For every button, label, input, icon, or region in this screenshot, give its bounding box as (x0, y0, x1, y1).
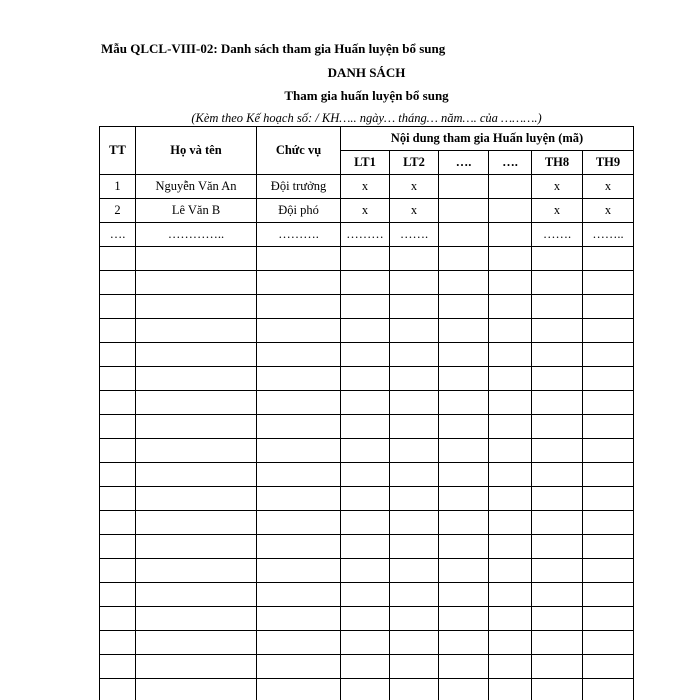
header-code-ellipsis-1: …. (439, 151, 489, 175)
table-cell: ………. (257, 223, 341, 247)
table-cell (390, 655, 439, 679)
table-cell (341, 631, 390, 655)
table-row-blank (100, 391, 634, 415)
table-row-blank (100, 559, 634, 583)
table-cell (489, 655, 532, 679)
table-cell (390, 367, 439, 391)
table-cell (390, 295, 439, 319)
table-row (100, 199, 634, 223)
table-cell (489, 343, 532, 367)
table-cell (390, 583, 439, 607)
table-cell (341, 295, 390, 319)
table-cell (439, 343, 489, 367)
table-cell (100, 319, 136, 343)
table-cell (583, 343, 634, 367)
table-cell (489, 535, 532, 559)
table-cell (257, 247, 341, 271)
table-cell (532, 607, 583, 631)
table-cell (100, 511, 136, 535)
table-cell (341, 271, 390, 295)
table-cell (341, 559, 390, 583)
table-cell (390, 415, 439, 439)
table-cell (257, 487, 341, 511)
table-cell (439, 463, 489, 487)
table-cell (489, 391, 532, 415)
table-cell (439, 391, 489, 415)
table-cell (257, 559, 341, 583)
table-cell (257, 679, 341, 700)
table-cell (390, 607, 439, 631)
table-cell (341, 319, 390, 343)
table-cell (532, 319, 583, 343)
table-cell: ……… (341, 223, 390, 247)
table-cell (532, 511, 583, 535)
table-cell (257, 655, 341, 679)
table-cell (439, 295, 489, 319)
table-cell (532, 343, 583, 367)
table-cell (532, 463, 583, 487)
table-cell (390, 463, 439, 487)
header-code-lt2: LT2 (390, 151, 439, 175)
table-cell (583, 295, 634, 319)
table-cell: Đội trưởng (257, 175, 341, 199)
table-cell (257, 343, 341, 367)
table-cell (390, 439, 439, 463)
table-cell (136, 391, 257, 415)
table-row-blank (100, 607, 634, 631)
table-cell (136, 655, 257, 679)
header-content-group: Nội dung tham gia Huấn luyện (mã) (341, 127, 634, 151)
table-cell: …. (100, 223, 136, 247)
table-cell (583, 679, 634, 700)
table-cell (100, 439, 136, 463)
table-cell (257, 535, 341, 559)
table-row-blank (100, 463, 634, 487)
table-cell: Nguyễn Văn An (136, 175, 257, 199)
table-cell (136, 535, 257, 559)
table-cell (583, 487, 634, 511)
table-cell (341, 583, 390, 607)
table-cell (583, 655, 634, 679)
table-row-blank (100, 319, 634, 343)
table-cell (100, 607, 136, 631)
table-cell (489, 511, 532, 535)
table-cell (439, 631, 489, 655)
table-cell (583, 391, 634, 415)
table-row-blank (100, 535, 634, 559)
table-row (100, 175, 634, 199)
table-cell (341, 439, 390, 463)
table-cell (583, 415, 634, 439)
table-cell (136, 415, 257, 439)
table-cell (100, 415, 136, 439)
table-cell (257, 463, 341, 487)
table-cell (100, 583, 136, 607)
table-cell (390, 559, 439, 583)
table-cell (390, 271, 439, 295)
table-cell (489, 607, 532, 631)
table-cell (489, 271, 532, 295)
table-cell (489, 463, 532, 487)
table-cell (489, 631, 532, 655)
table-row-blank (100, 247, 634, 271)
table-cell (439, 535, 489, 559)
table-cell (583, 583, 634, 607)
table-cell (136, 271, 257, 295)
table-cell (532, 439, 583, 463)
table-row (100, 223, 634, 247)
document-subtitle: Tham gia huấn luyện bổ sung (284, 88, 449, 103)
table-cell (341, 511, 390, 535)
table-cell (532, 583, 583, 607)
table-cell (341, 391, 390, 415)
table-cell (100, 679, 136, 700)
table-cell (489, 247, 532, 271)
table-cell (100, 487, 136, 511)
table-cell: x (583, 199, 634, 223)
table-cell: …….. (583, 223, 634, 247)
table-cell (439, 223, 489, 247)
header-code-ellipsis-2: …. (489, 151, 532, 175)
table-cell (390, 247, 439, 271)
table-cell (136, 679, 257, 700)
table-cell (439, 583, 489, 607)
table-cell (257, 607, 341, 631)
table-cell (100, 271, 136, 295)
table-cell (439, 319, 489, 343)
table-cell (341, 607, 390, 631)
table-cell (439, 175, 489, 199)
table-cell (100, 247, 136, 271)
table-cell (100, 559, 136, 583)
table-cell (341, 247, 390, 271)
table-cell (136, 463, 257, 487)
table-cell (583, 463, 634, 487)
table-cell (583, 247, 634, 271)
table-body (100, 175, 634, 700)
table-cell (257, 439, 341, 463)
table-cell: Đội phó (257, 199, 341, 223)
table-cell (390, 511, 439, 535)
table-cell (439, 415, 489, 439)
table-row-blank (100, 271, 634, 295)
table-cell (439, 511, 489, 535)
table-cell (136, 343, 257, 367)
table-cell (489, 679, 532, 700)
table-cell (439, 679, 489, 700)
table-cell (390, 487, 439, 511)
table-cell (136, 487, 257, 511)
table-cell (257, 367, 341, 391)
table-cell (100, 535, 136, 559)
table-cell (341, 415, 390, 439)
header-code-th9: TH9 (583, 151, 634, 175)
table-cell: x (532, 199, 583, 223)
table-cell: ………….. (136, 223, 257, 247)
table-cell (439, 199, 489, 223)
table-cell (257, 391, 341, 415)
table-cell (439, 607, 489, 631)
table-cell: x (341, 175, 390, 199)
table-cell: Lê Văn B (136, 199, 257, 223)
table-cell (257, 415, 341, 439)
attachment-note: (Kèm theo Kế hoạch số: / KH….. ngày… tháng… năm…. của ……….) (191, 111, 542, 125)
table-cell (532, 247, 583, 271)
table-cell (489, 487, 532, 511)
table-cell (489, 439, 532, 463)
table-cell (341, 487, 390, 511)
table-cell (257, 271, 341, 295)
table-cell (532, 487, 583, 511)
table-cell (439, 655, 489, 679)
table-cell (390, 631, 439, 655)
table-cell (390, 679, 439, 700)
table-cell (532, 391, 583, 415)
table-header (100, 127, 634, 175)
table-cell (100, 295, 136, 319)
table-cell (136, 631, 257, 655)
header-tt: TT (100, 127, 136, 175)
table-cell (136, 511, 257, 535)
table-cell (100, 343, 136, 367)
table-cell (583, 319, 634, 343)
table-cell: x (341, 199, 390, 223)
table-cell (100, 631, 136, 655)
table-cell (136, 439, 257, 463)
table-cell (532, 679, 583, 700)
table-cell (136, 607, 257, 631)
table-row-blank (100, 487, 634, 511)
header-code-lt1: LT1 (341, 151, 390, 175)
table-cell (583, 559, 634, 583)
table-cell (257, 511, 341, 535)
table-cell (532, 415, 583, 439)
table-cell: x (390, 175, 439, 199)
table-cell (532, 295, 583, 319)
form-code: Mẫu QLCL-VIII-02: Danh sách tham gia Huấn luyện bổ sung (101, 41, 446, 56)
table-cell (136, 559, 257, 583)
header-position: Chức vụ (257, 127, 341, 175)
table-cell (439, 487, 489, 511)
table-cell (489, 583, 532, 607)
table-cell (532, 367, 583, 391)
table-cell (136, 583, 257, 607)
table-cell (489, 199, 532, 223)
table-cell (583, 367, 634, 391)
table-cell (257, 295, 341, 319)
table-cell (489, 223, 532, 247)
table-cell (489, 415, 532, 439)
table-cell (489, 175, 532, 199)
table-cell: x (390, 199, 439, 223)
table-cell: 1 (100, 175, 136, 199)
table-cell (583, 535, 634, 559)
table-cell (341, 463, 390, 487)
table-cell (390, 343, 439, 367)
header-code-th8: TH8 (532, 151, 583, 175)
table-cell (390, 391, 439, 415)
table-cell (136, 247, 257, 271)
table-cell (257, 319, 341, 343)
table-cell: 2 (100, 199, 136, 223)
table-cell (532, 535, 583, 559)
table-cell (489, 367, 532, 391)
table-cell (439, 271, 489, 295)
table-cell: ……. (390, 223, 439, 247)
table-cell (341, 367, 390, 391)
table-cell: x (583, 175, 634, 199)
table-cell (390, 319, 439, 343)
table-cell (439, 559, 489, 583)
table-row-blank (100, 679, 634, 700)
table-cell (489, 295, 532, 319)
table-cell (136, 295, 257, 319)
table-cell (257, 583, 341, 607)
table-cell (439, 247, 489, 271)
table-cell (100, 655, 136, 679)
table-cell (583, 271, 634, 295)
table-cell (583, 631, 634, 655)
table-cell (489, 559, 532, 583)
table-cell (532, 655, 583, 679)
participant-table (99, 126, 633, 700)
table-cell (341, 343, 390, 367)
table-cell (341, 535, 390, 559)
table-cell (136, 319, 257, 343)
table-row-blank (100, 655, 634, 679)
table-cell (100, 367, 136, 391)
table-row-blank (100, 295, 634, 319)
table-cell (532, 559, 583, 583)
table-row-blank (100, 439, 634, 463)
table-cell (532, 271, 583, 295)
header-name: Họ và tên (136, 127, 257, 175)
table-row-blank (100, 343, 634, 367)
document-title: DANH SÁCH (327, 65, 406, 80)
table-cell: ……. (532, 223, 583, 247)
table-cell (136, 367, 257, 391)
table-row-blank (100, 631, 634, 655)
table-cell (390, 535, 439, 559)
table-row-blank (100, 511, 634, 535)
table-cell (439, 367, 489, 391)
table-cell (532, 631, 583, 655)
table-cell (100, 463, 136, 487)
table-cell (489, 319, 532, 343)
table-cell (341, 679, 390, 700)
table-cell (257, 631, 341, 655)
table-cell (583, 439, 634, 463)
table-cell (583, 511, 634, 535)
table-row-blank (100, 415, 634, 439)
table-cell: x (532, 175, 583, 199)
table-cell (341, 655, 390, 679)
table-cell (439, 439, 489, 463)
table-row-blank (100, 583, 634, 607)
table-cell (100, 391, 136, 415)
table-cell (583, 607, 634, 631)
table-row-blank (100, 367, 634, 391)
